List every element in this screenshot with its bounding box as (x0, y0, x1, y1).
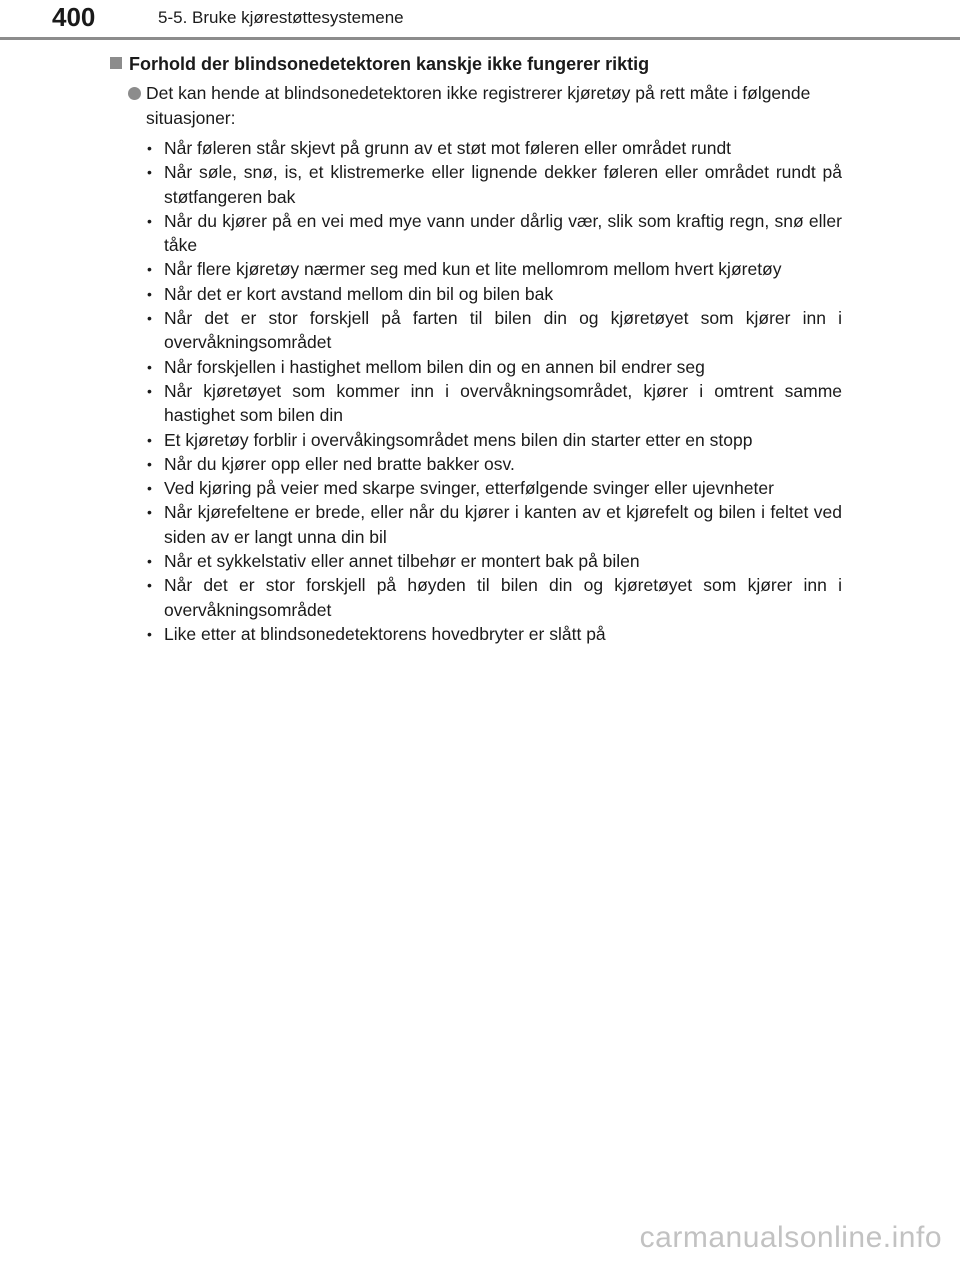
list-item (146, 209, 842, 258)
list-item-text: Ved kjøring på veier med skarpe svinger, etterfølgende svinger eller ujevnheter (164, 478, 774, 499)
list-item (146, 136, 842, 160)
list-item (146, 452, 842, 476)
list-item-text: Når føleren står skjevt på grunn av et støt mot føleren eller området rundt (164, 138, 732, 158)
intro-paragraph (128, 81, 850, 130)
list-item (146, 476, 842, 500)
list-item (146, 379, 842, 428)
list-item-text: Like etter at blindsonedetektorens hovedbryter er slått på (164, 623, 606, 644)
bullet-dot-icon: • (147, 480, 152, 497)
bullet-dot-icon: • (147, 140, 152, 156)
list-item (146, 622, 842, 646)
page-number: 400 (52, 2, 96, 32)
list-item-text: Når det er stor forskjell på farten til bilen din og kjøretøyet som kjører inn i overvåkningsområdet (164, 308, 842, 353)
section-heading (110, 52, 850, 76)
bullet-dot-icon: • (147, 310, 152, 327)
square-bullet-icon (110, 57, 122, 69)
bullet-dot-icon: • (147, 285, 152, 302)
circle-bullet-icon (128, 87, 141, 100)
condition-list (146, 136, 842, 646)
list-item-text: Når et sykkelstativ eller annet tilbehør er montert bak på bilen (164, 551, 640, 572)
list-item (146, 500, 842, 549)
bullet-dot-icon: • (147, 358, 152, 375)
bullet-dot-icon: • (147, 553, 152, 570)
list-item-text: Når kjøretøyet som kommer inn i overvåkningsområdet, kjører i omtrent samme hastighet som bilen din (164, 380, 842, 426)
list-item-text: Når du kjører på en vei med mye vann under dårlig vær, slik som kraftig regn, snø eller tåke (164, 210, 842, 256)
list-item-text: Når forskjellen i hastighet mellom bilen din og en annen bil endrer seg (164, 356, 705, 377)
list-item (146, 549, 842, 573)
list-item (146, 306, 842, 355)
bullet-dot-icon: • (147, 504, 152, 521)
list-item-text: Når flere kjøretøy nærmer seg med kun et lite mellomrom mellom hvert kjøretøy (164, 259, 782, 280)
section-heading-text: Forhold der blindsonedetektoren kanskje ikke fungerer riktig (129, 54, 650, 74)
list-item (146, 282, 842, 306)
watermark-link[interactable]: carmanualsonline.info (639, 1221, 942, 1254)
intro-text: Det kan hende at blindsonedetektoren ikke registrerer kjøretøy på rett måte i følgende situasjoner: (146, 83, 811, 128)
list-item-text: Når det er kort avstand mellom din bil og bilen bak (164, 283, 554, 304)
list-item-text: Når kjørefeltene er brede, eller når du kjører i kanten av et kjørefelt og bilen i feltet ved siden av er langt unna din bil (164, 502, 842, 547)
list-item-text: Et kjøretøy forblir i overvåkingsområdet mens bilen din starter etter en stopp (164, 429, 753, 450)
list-item (146, 573, 842, 622)
chapter-title: 5-5. Bruke kjørestøttesystemene (158, 8, 404, 27)
list-item-text: Når det er stor forskjell på høyden til bilen din og kjøretøyet som kjører inn i overvåkningsområdet (164, 575, 842, 620)
list-item-text: Når søle, snø, is, et klistremerke eller lignende dekker føleren eller området rundt på støtfangeren bak (164, 162, 842, 207)
bullet-dot-icon: • (147, 577, 152, 594)
bullet-dot-icon: • (147, 431, 152, 448)
list-item (146, 428, 842, 452)
header-divider (0, 37, 960, 40)
bullet-dot-icon: • (147, 261, 152, 278)
list-item (146, 257, 842, 281)
page-header (0, 0, 960, 40)
bullet-dot-icon: • (147, 625, 152, 642)
list-item-text: Når du kjører opp eller ned bratte bakker osv. (164, 453, 515, 474)
list-item (146, 355, 842, 379)
bullet-dot-icon: • (147, 455, 152, 472)
bullet-dot-icon: • (147, 212, 152, 229)
bullet-dot-icon: • (147, 164, 152, 181)
bullet-dot-icon: • (147, 382, 152, 399)
list-item (146, 160, 842, 209)
